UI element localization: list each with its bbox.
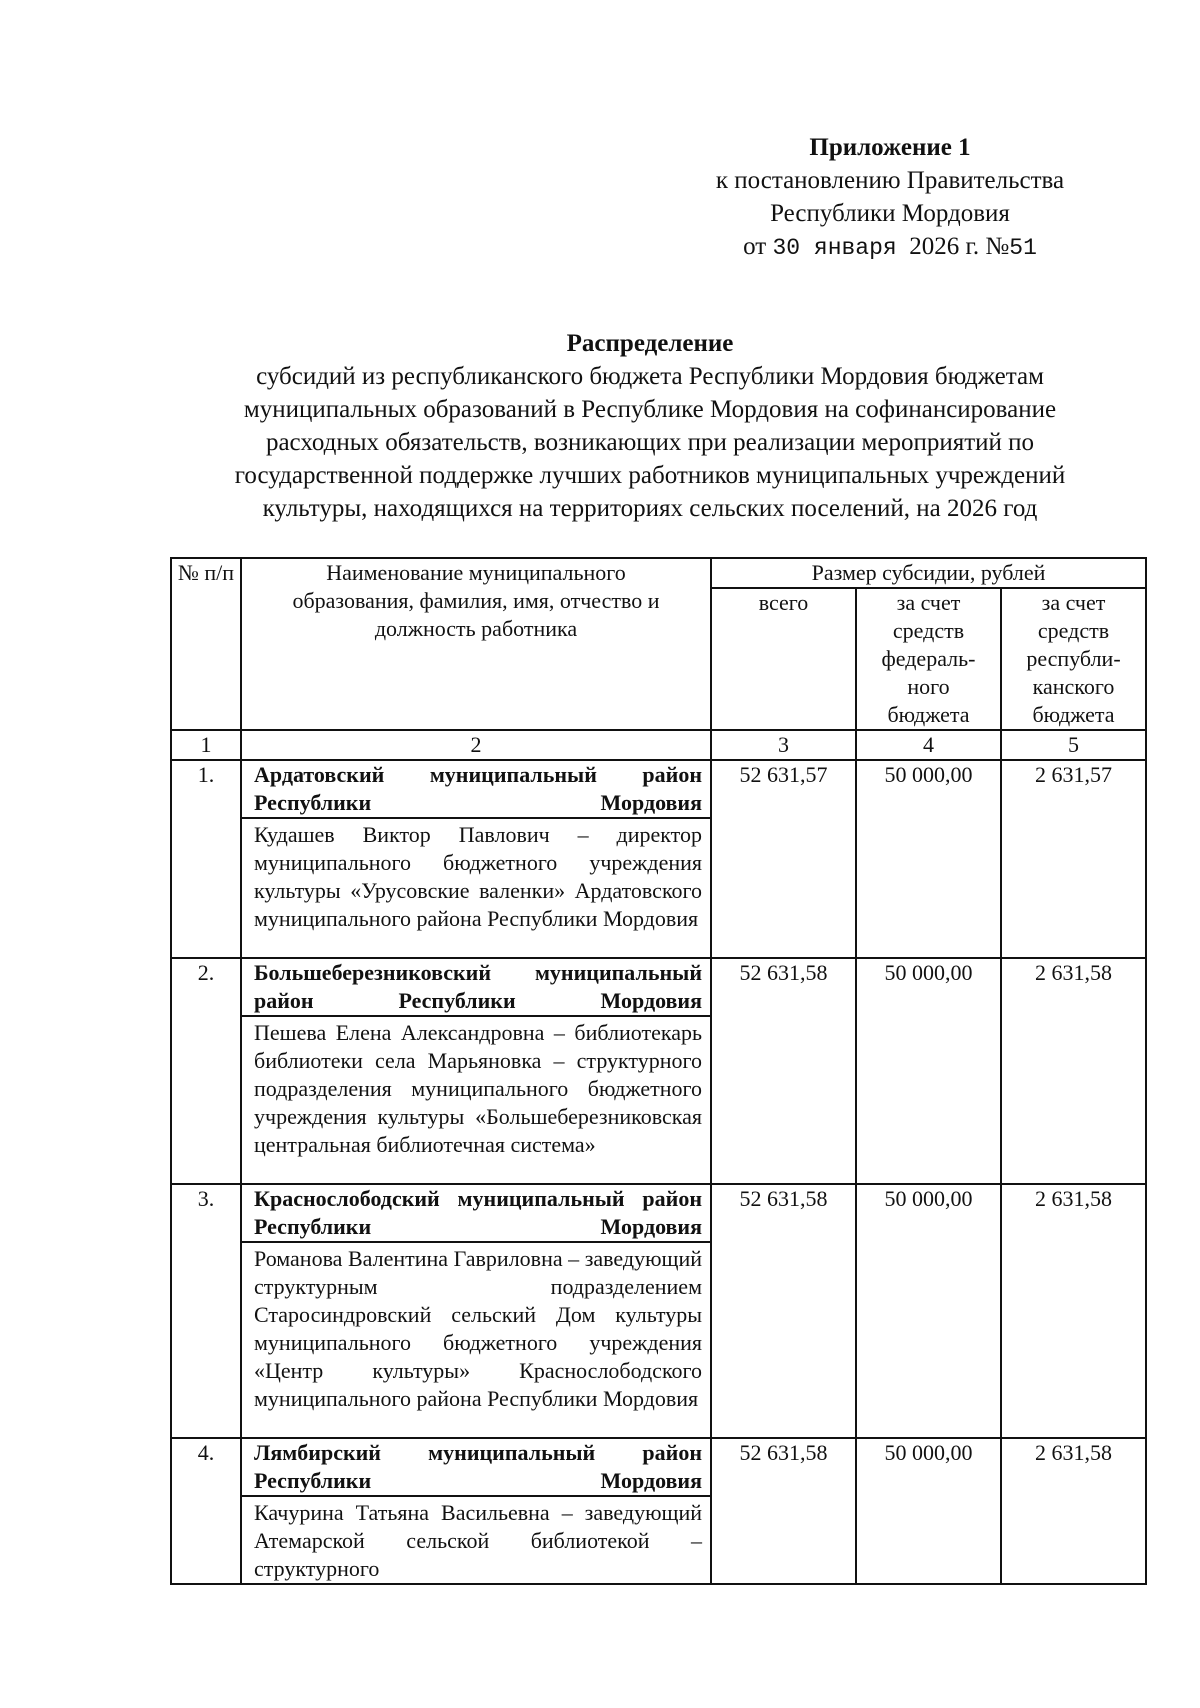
amount-republic: 2 631,58: [1001, 1184, 1146, 1438]
heading-line-3: расходных обязательств, возникающих при реализации мероприятий по: [265, 429, 1035, 456]
appendix-date-line: [660, 230, 1120, 265]
row-number: 2.: [171, 958, 241, 1184]
row-number: 4.: [171, 1438, 241, 1584]
heading-line-2: муниципальных образований в Республике Мордовия на софинансирование: [243, 396, 1057, 423]
appendix-line-2: Республики Мордовия: [770, 200, 1010, 227]
amount-republic: 2 631,57: [1001, 760, 1146, 958]
municipality-name: Лямбирский муниципальный район Республики Мордовия: [241, 1438, 711, 1496]
number-stamp: 51: [1009, 235, 1037, 261]
municipality-name: Краснослободский муниципальный район Республики Мордовия: [241, 1184, 711, 1242]
appendix-block: [660, 131, 1120, 265]
amount-federal: 50 000,00: [856, 958, 1001, 1184]
appendix-line-1: к постановлению Правительства: [715, 167, 1065, 194]
col-number-4: 4: [856, 730, 1001, 760]
subsidy-table: [170, 557, 1147, 1585]
employee-info: Романова Валентина Гавриловна – заведующий структурным подразделением Старосиндровский сельский Дом культуры муниципального бюджетного учреждения «Центр культуры» Краснослободского муниципального района Республики Мордовия: [241, 1242, 711, 1438]
heading-line-1: субсидий из республиканского бюджета Республики Мордовия бюджетам: [256, 363, 1044, 390]
municipality-name: Ардатовский муниципальный район Республики Мордовия: [241, 760, 711, 818]
col-number-1: 1: [171, 730, 241, 760]
date-prefix: от: [743, 233, 767, 260]
header-num: № п/п: [171, 558, 241, 730]
amount-total: 52 631,58: [711, 1438, 856, 1584]
municipality-name: Большеберезниковский муниципальный район Республики Мордовия: [241, 958, 711, 1016]
amount-federal: 50 000,00: [856, 760, 1001, 958]
col-number-2: 2: [241, 730, 711, 760]
row-number: 3.: [171, 1184, 241, 1438]
header-federal: за счет средств федераль-ного бюджета: [856, 588, 1001, 730]
col-number-3: 3: [711, 730, 856, 760]
amount-republic: 2 631,58: [1001, 958, 1146, 1184]
amount-total: 52 631,57: [711, 760, 856, 958]
header-size: Размер субсидии, рублей: [711, 558, 1146, 588]
date-suffix: 2026 г. №: [909, 233, 1010, 260]
amount-federal: 50 000,00: [856, 1438, 1001, 1584]
header-republic: за счет средств республи-канского бюджета: [1001, 588, 1146, 730]
amount-republic: 2 631,58: [1001, 1438, 1146, 1584]
employee-info: Качурина Татьяна Васильевна – заведующий Атемарской сельской библиотекой – структурного: [241, 1496, 711, 1584]
table-row: [171, 1438, 1146, 1496]
heading-line-5: культуры, находящихся на территориях сельских поселений, на 2026 год: [262, 495, 1038, 522]
amount-federal: 50 000,00: [856, 1184, 1001, 1438]
table-row: [171, 760, 1146, 818]
header-total: всего: [711, 588, 856, 730]
header-name: Наименование муниципального образования, фамилия, имя, отчество и должность работника: [241, 558, 711, 730]
row-number: 1.: [171, 760, 241, 958]
employee-info: Кудашев Виктор Павлович – директор муниципального бюджетного учреждения культуры «Урусовские валенки» Ардатовского муниципального района Республики Мордовия: [241, 818, 711, 958]
document-heading: [120, 327, 1180, 525]
table-row: [171, 1184, 1146, 1242]
amount-total: 52 631,58: [711, 1184, 856, 1438]
employee-info: Пешева Елена Александровна – библиотекарь библиотеки села Марьяновка – структурного подразделения муниципального бюджетного учреждения культуры «Большеберезниковская центральная библиотечная система»: [241, 1016, 711, 1184]
appendix-title: Приложение 1: [809, 134, 971, 161]
heading-line-4: государственной поддержке лучших работников муниципальных учреждений: [234, 462, 1066, 489]
col-number-5: 5: [1001, 730, 1146, 760]
table-row: [171, 958, 1146, 1016]
date-stamp: 30 января: [772, 235, 897, 261]
heading-title: Распределение: [566, 330, 734, 357]
amount-total: 52 631,58: [711, 958, 856, 1184]
